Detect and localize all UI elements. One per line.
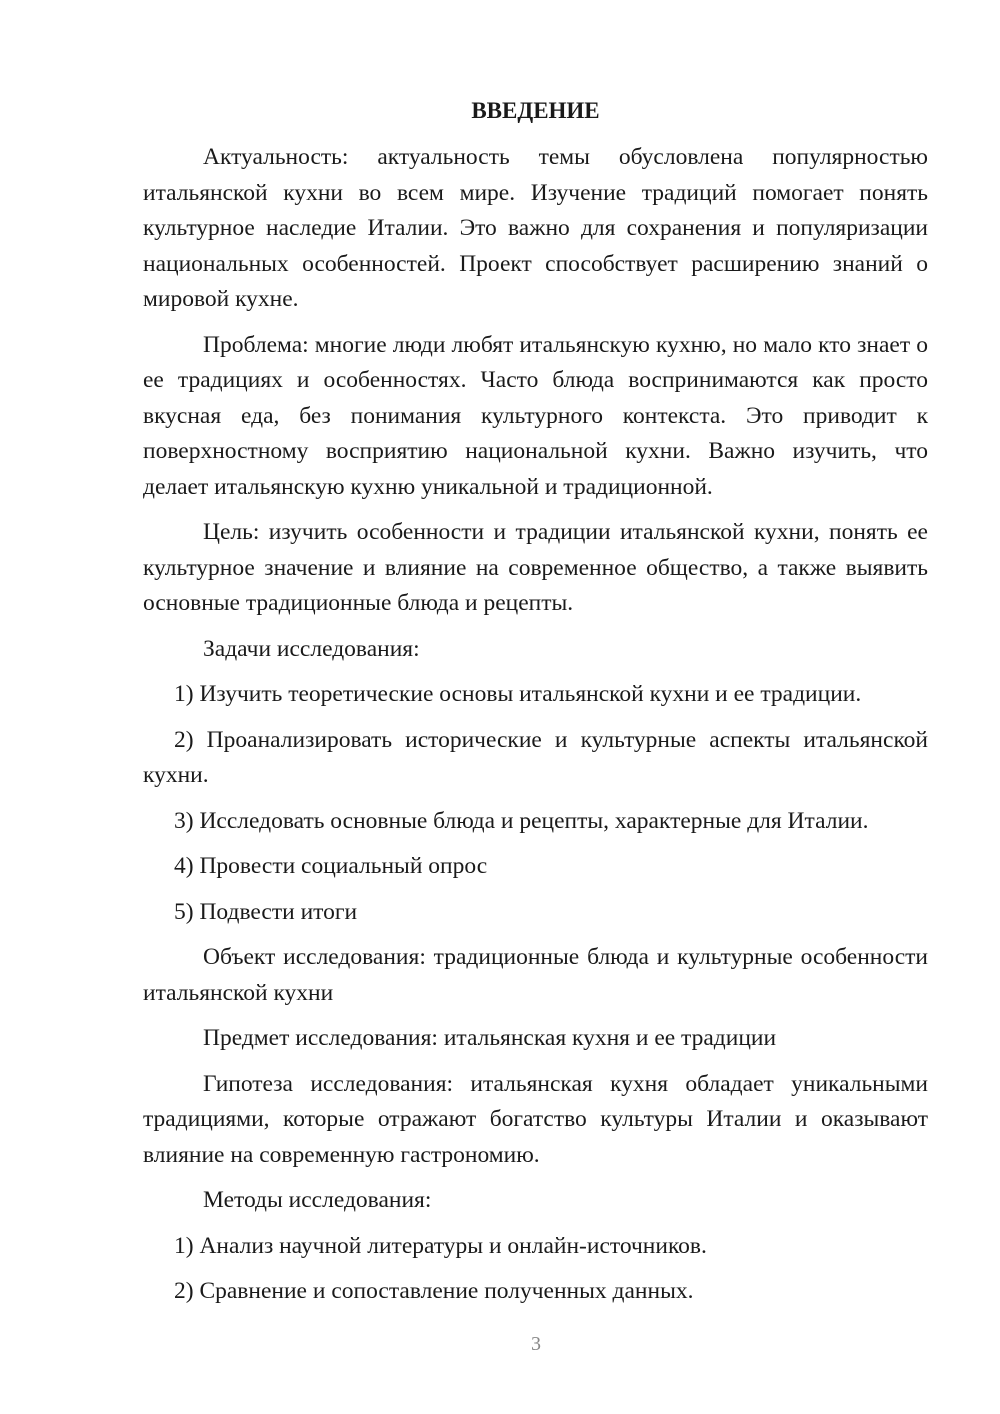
methods-heading: Методы исследования: — [203, 1187, 432, 1213]
goal-paragraph: Цель: изучить особенности и традиции итальянской кухни, понять ее культурное значение и влияние на современное общество, а также выявить основные традиционные блюда и рецепты. — [143, 519, 928, 616]
hypothesis-paragraph: Гипотеза исследования: итальянская кухня обладает уникальными традициями, которые отражают богатство культуры Италии и оказывают влияние на современную гастрономию. — [143, 1070, 928, 1168]
relevance-paragraph: Актуальность: актуальность темы обусловлена популярностью итальянской кухни во всем мире. Изучение традиций помогает понять культурное наследие Италии. Это важно для сохранения и популяризации национальных особенностей. Проект способствует расширению знаний о мировой кухне. — [143, 144, 928, 312]
task-item-5: 5) Подвести итоги — [174, 898, 358, 925]
page-content — [143, 96, 928, 1320]
tasks-heading: Задачи исследования: — [203, 635, 420, 662]
problem-paragraph: Проблема: многие люди любят итальянскую кухню, но мало кто знает о ее традициях и особенностях. Часто блюда воспринимаются как просто вкусная еда, без понимания культурного контекста. Это приводит к поверхностному восприятию национальной кухни. Важно изучить, что делает итальянскую кухню уникальной и традиционной. — [143, 331, 928, 500]
task-item-1: 1) Изучить теоретические основы итальянской кухни и ее традиции. — [174, 681, 862, 707]
section-title: ВВЕДЕНИЕ — [471, 98, 600, 123]
page-number: 3 — [531, 1333, 541, 1355]
method-item-2: 2) Сравнение и сопоставление полученных данных. — [174, 1278, 694, 1304]
subject-paragraph: Предмет исследования: итальянская кухня и ее традиции — [203, 1025, 777, 1051]
method-item-1: 1) Анализ научной литературы и онлайн-источников. — [174, 1232, 707, 1259]
task-item-2: 2) Проанализировать исторические и культурные аспекты итальянской кухни. — [143, 726, 928, 788]
task-item-4: 4) Провести социальный опрос — [174, 853, 488, 879]
task-item-3: 3) Исследовать основные блюда и рецепты, характерные для Италии. — [174, 807, 869, 834]
object-paragraph: Объект исследования: традиционные блюда и культурные особенности итальянской кухни — [143, 944, 928, 1006]
